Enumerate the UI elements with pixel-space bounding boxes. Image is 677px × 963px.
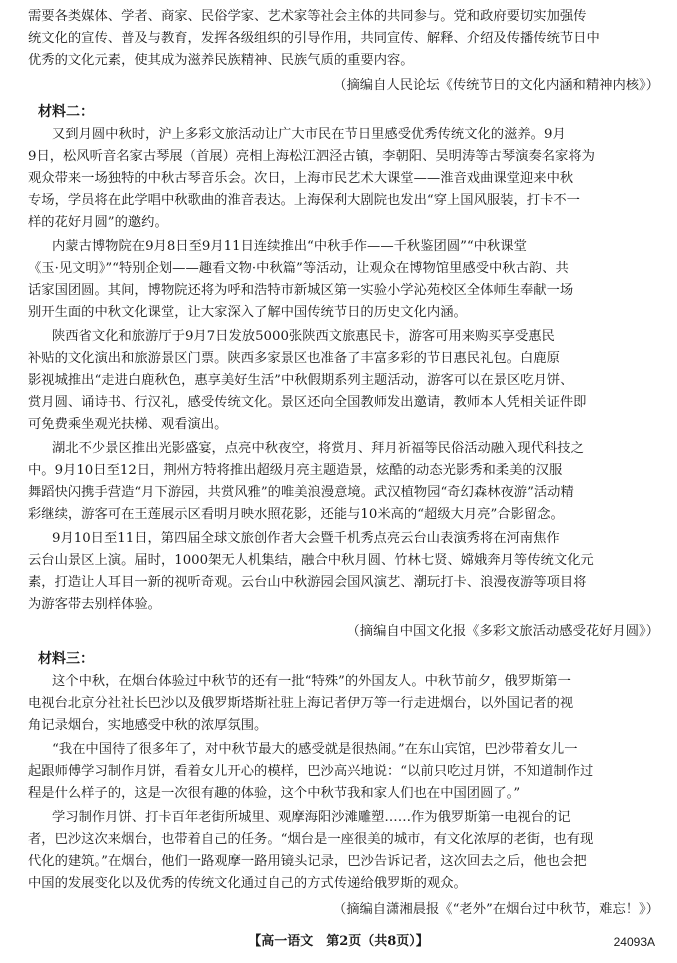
page-footer	[0, 931, 677, 953]
source-citation: （摘编自潇湘晨报《“老外”在烟台过中秋节，难忘！》）	[332, 902, 659, 917]
text-line: 又到月圆中秋时，沪上多彩文旅活动让广大市民在节日里感受优秀传统文化的滋养。9月	[52, 127, 566, 142]
text-line: 需要各类媒体、学者、商家、民俗学家、艺术家等社会主体的共同参与。党和政府要切实加强传	[28, 9, 587, 24]
text-line: 《玉·见文明》”“特别企划——趣看文物·中秋篇”等活动，让观众在博物馆里感受中秋古韵、共	[28, 261, 569, 276]
text-line: 专场，学员将在此学唱中秋歌曲的淮音表达。上海保利大剧院也发出“穿上国风服装，打卡不一	[28, 193, 580, 208]
text-line: 者，巴沙这次来烟台，也带着自己的任务。“烟台是一座很美的城市，有文化浓厚的老街，也有现	[28, 832, 594, 847]
text-line: 9日，松风听音名家古琴展（首展）亮相上海松江泗泾古镇，李朝阳、吴明涛等古琴演奏名家将为	[28, 149, 595, 164]
text-line: 样的花好月圆”的邀约。	[28, 215, 168, 230]
text-line: 赏月圆、诵诗书、行汉礼，感受传统文化。景区还向全国教师发出邀请，教师本人凭相关证件即	[28, 395, 587, 410]
text-line: 观众带来一场独特的中秋古琴音乐会。次日，上海市民艺术大课堂——淮音戏曲课堂迎来中秋	[28, 171, 574, 186]
text-line: 统文化的宣传、普及与教育，发挥各级组织的引导作用，共同宣传、解释、介绍及传播传统节日中	[28, 31, 600, 46]
text-line: 湖北不少景区推出光影盛宴，点亮中秋夜空，将赏月、拜月祈福等民俗活动融入现代科技之	[52, 441, 584, 456]
text-line: 这个中秋，在烟台体验过中秋节的还有一批“特殊”的外国友人。中秋节前夕，俄罗斯第一	[52, 674, 571, 689]
text-line: 话家国团圆。其间，博物院还将为呼和浩特市新城区第一实验小学沁苑校区全体师生奉献一场	[28, 283, 574, 298]
text-line: 起跟师傅学习制作月饼，看着女儿开心的模样，巴沙高兴地说：“以前只吃过月饼，不知道制作过	[28, 764, 594, 779]
text-line: 9月10日至11日，第四届全球文旅创作者大会暨千机秀点亮云台山表演秀将在河南焦作	[52, 531, 560, 546]
text-line: 别开生面的中秋文化课堂，让大家深入了解中国传统节日的历史文化内涵。	[28, 305, 467, 320]
text-line: 彩继续，游客可在王莲展示区看明月映水照花影，还能与10米高的“超级大月亮”合影留念。	[28, 507, 564, 522]
source-citation: （摘编自人民论坛《传统节日的文化内涵和精神内核》）	[333, 78, 659, 93]
text-line: 电视台北京分社社长巴沙以及俄罗斯塔斯社驻上海记者伊万等一行走进烟台，以外国记者的视	[28, 696, 574, 711]
text-line: 内蒙古博物院在9月8日至9月11日连续推出“中秋手作——千秋鉴团圆”“中秋课堂	[52, 239, 527, 254]
text-line: “我在中国待了很多年了，对中秋节最大的感受就是很热闹。”在东山宾馆，巴沙带着女儿一	[52, 742, 578, 757]
section-heading: 材料三：	[38, 651, 94, 667]
text-line: 为游客带去别样体验。	[28, 597, 161, 612]
text-line: 角记录烟台，实地感受中秋的浓厚氛围。	[28, 718, 268, 733]
text-line: 舞蹈快闪携手营造“月下游园，共赏风雅”的唯美浪漫意境。武汉植物园“奇幻森林夜游”活动精	[28, 485, 574, 500]
text-line: 学习制作月饼、打卡百年老街所城里、观摩海阳沙滩雕塑……作为俄罗斯第一电视台的记	[52, 810, 571, 825]
text-line: 云台山景区上演。届时，1000架无人机集结，融合中秋月圆、竹林七贤、嫦娥奔月等传统文化元	[28, 553, 594, 568]
text-line: 陕西省文化和旅游厅于9月7日发放5000张陕西文旅惠民卡，游客可用来购买享受惠民	[52, 329, 555, 344]
text-line: 补贴的文化演出和旅游景区门票。陕西多家景区也准备了丰富多彩的节日惠民礼包。白鹿原	[28, 351, 560, 366]
text-line: 影视城推出“走进白鹿秋色，惠享美好生活”中秋假期系列主题活动，游客可以在景区吃月饼、	[28, 373, 574, 388]
text-line: 代化的建筑。”在烟台，他们一路观摩一路用镜头记录，巴沙告诉记者，这次回去之后，他也会把	[28, 854, 587, 869]
text-line: 中国的发展变化以及优秀的传统文化通过自己的方式传递给俄罗斯的观众。	[28, 876, 467, 891]
text-line: 可免费乘坐观光扶梯、观看演出。	[28, 417, 228, 432]
footer-page-label: 【高一语文 第2页（共8页）】	[248, 934, 429, 949]
section-heading: 材料二：	[38, 104, 94, 120]
text-line: 程是什么样子的，这是一次很有趣的体验，这个中秋节我和家人们也在中国团圆了。”	[28, 786, 521, 801]
text-line: 素，打造让人耳目一新的视听奇观。云台山中秋游园会国风演艺、潮玩打卡、浪漫夜游等项目将	[28, 575, 587, 590]
text-line: 优秀的文化元素，使其成为滋养民族精神、民族气质的重要内容。	[28, 53, 414, 68]
footer-exam-code: 24093A	[613, 935, 655, 949]
source-citation: （摘编自中国文化报《多彩文旅活动感受花好月圆》）	[346, 624, 659, 639]
text-line: 中。9月10日至12日，荆州方特将推出超级月亮主题造景，炫酷的动态光影秀和柔美的汉服	[28, 463, 563, 478]
